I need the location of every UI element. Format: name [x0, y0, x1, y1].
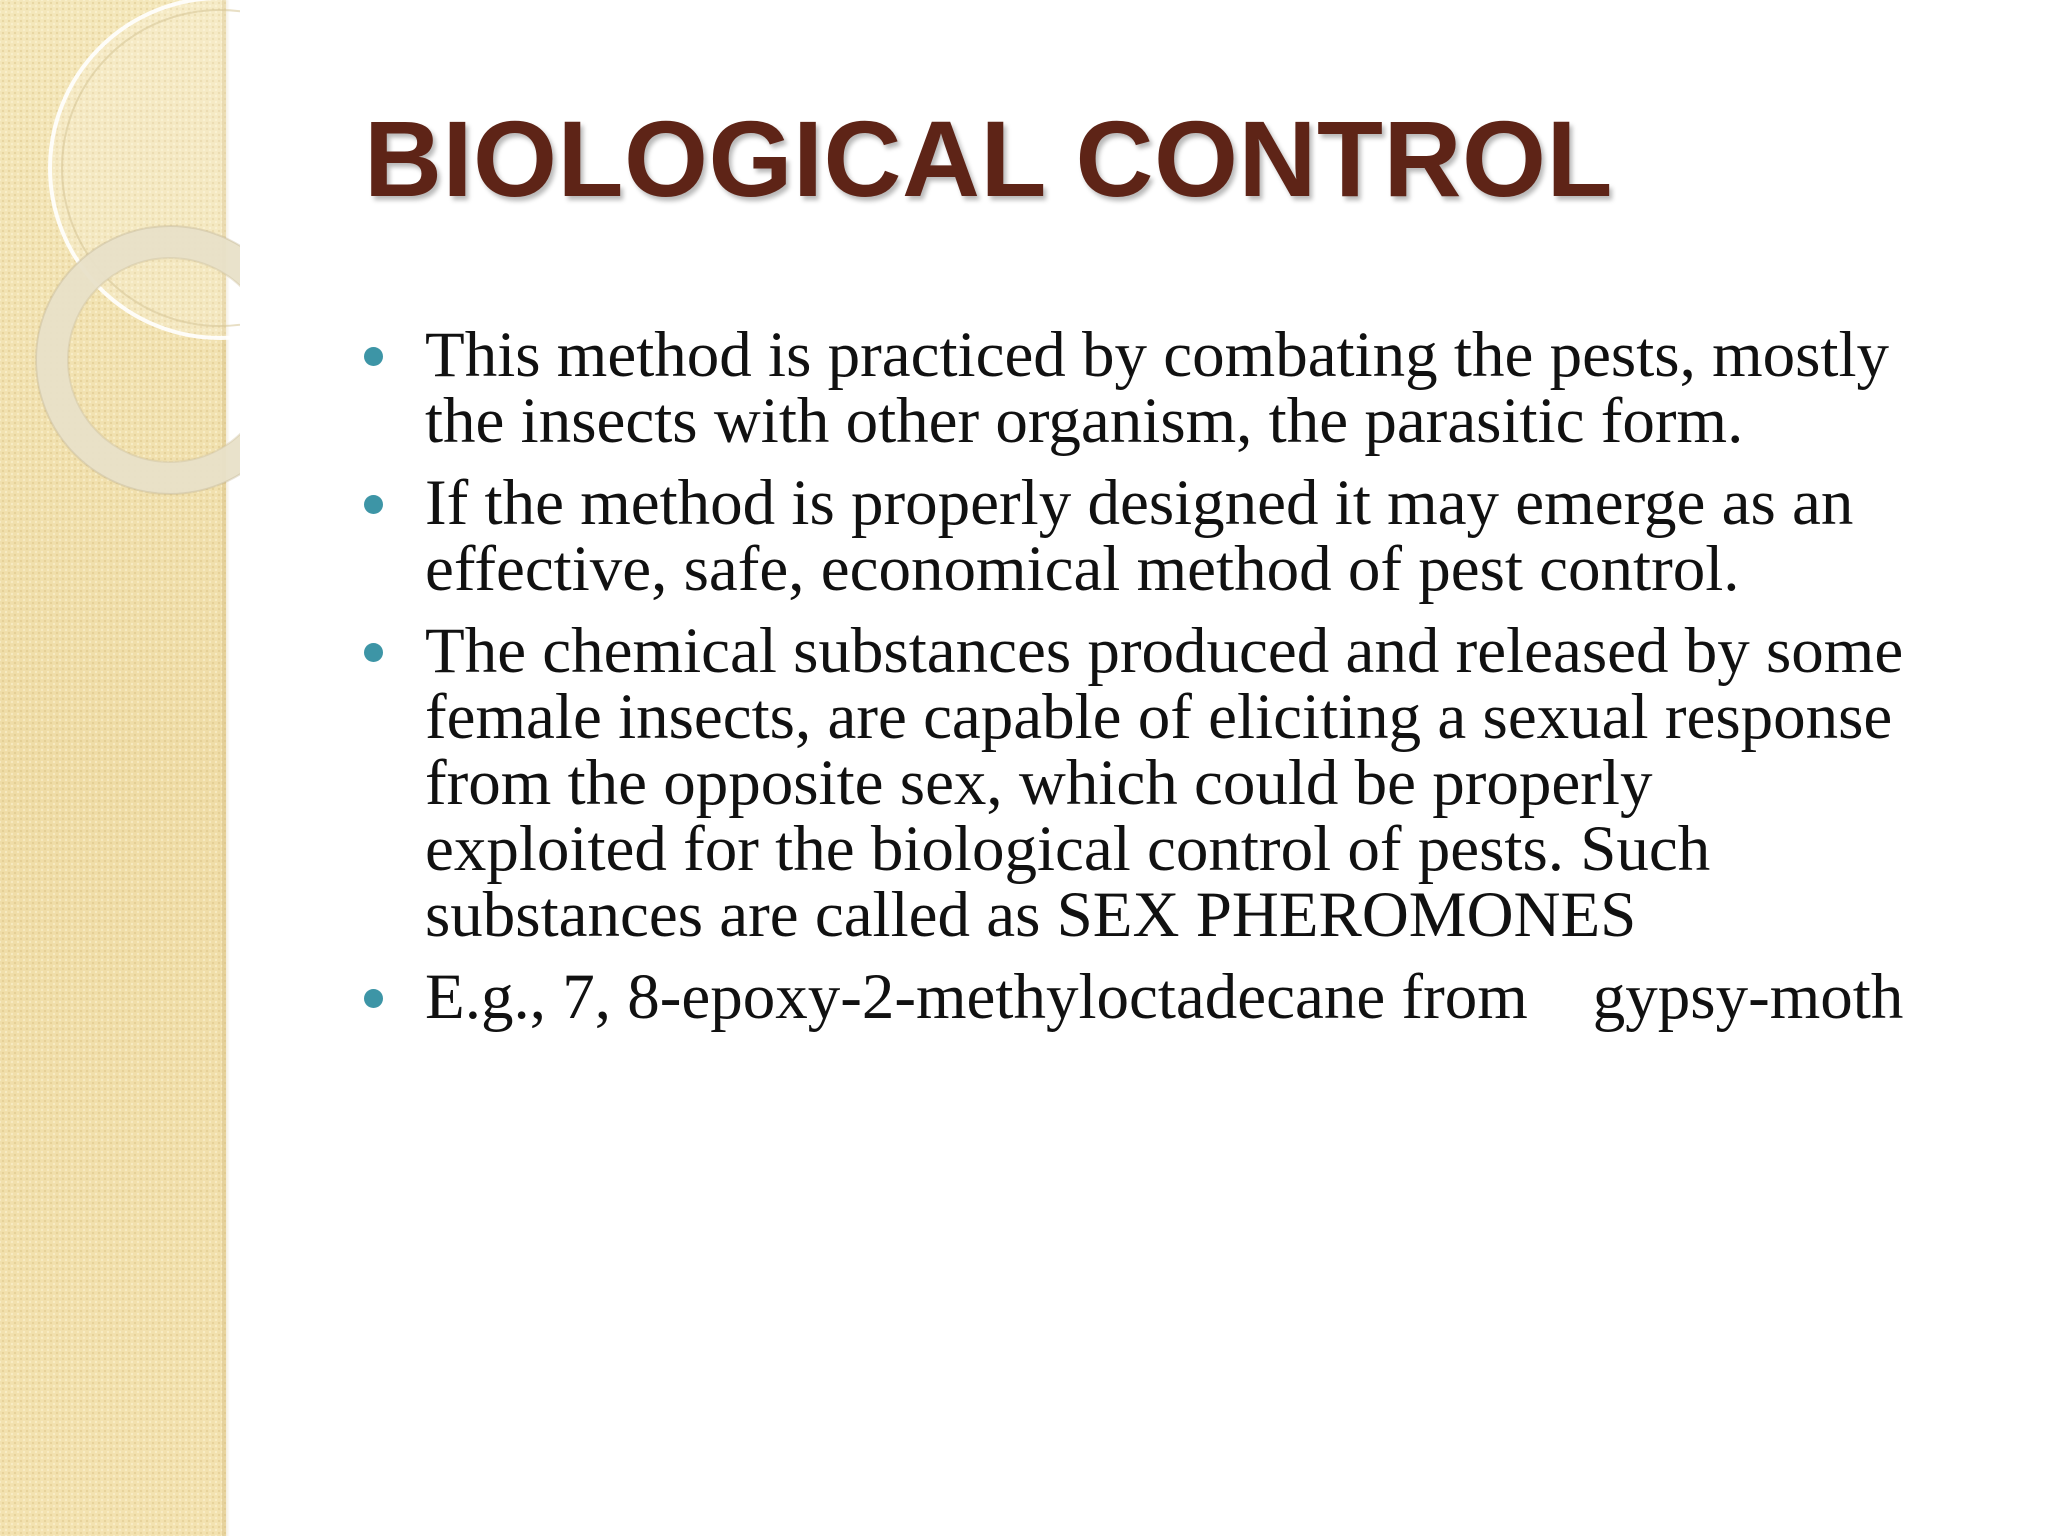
- bullet-item: [362, 615, 2022, 951]
- bullet-dot-icon: [364, 495, 383, 514]
- bullet-list: [362, 319, 2022, 1046]
- bullet-item: [362, 319, 2022, 457]
- bullet-text: If the method is properly designed it may emerge as an effective, safe, economical method of pest control.: [425, 467, 1854, 605]
- bullet-text: E.g., 7, 8-epoxy-2-methyloctadecane from gypsy-moth: [425, 961, 1904, 1033]
- bullet-text: The chemical substances produced and released by some female insects, are capable of eliciting a sexual response from the opposite sex, which could be properly exploited for the biological control of pests. Such substances are called as SEX PHEROMONES: [425, 615, 1904, 951]
- slide-title: BIOLOGICAL CONTROL: [364, 98, 1613, 219]
- bullet-dot-icon: [364, 643, 383, 662]
- decorative-rings-icon: [0, 0, 240, 520]
- bullet-dot-icon: [364, 989, 383, 1008]
- bullet-text: This method is practiced by combating the pests, mostly the insects with other organism, the parasitic form.: [425, 319, 1890, 457]
- bullet-dot-icon: [364, 347, 383, 366]
- bullet-item: [362, 467, 2022, 605]
- bullet-item: [362, 961, 2022, 1033]
